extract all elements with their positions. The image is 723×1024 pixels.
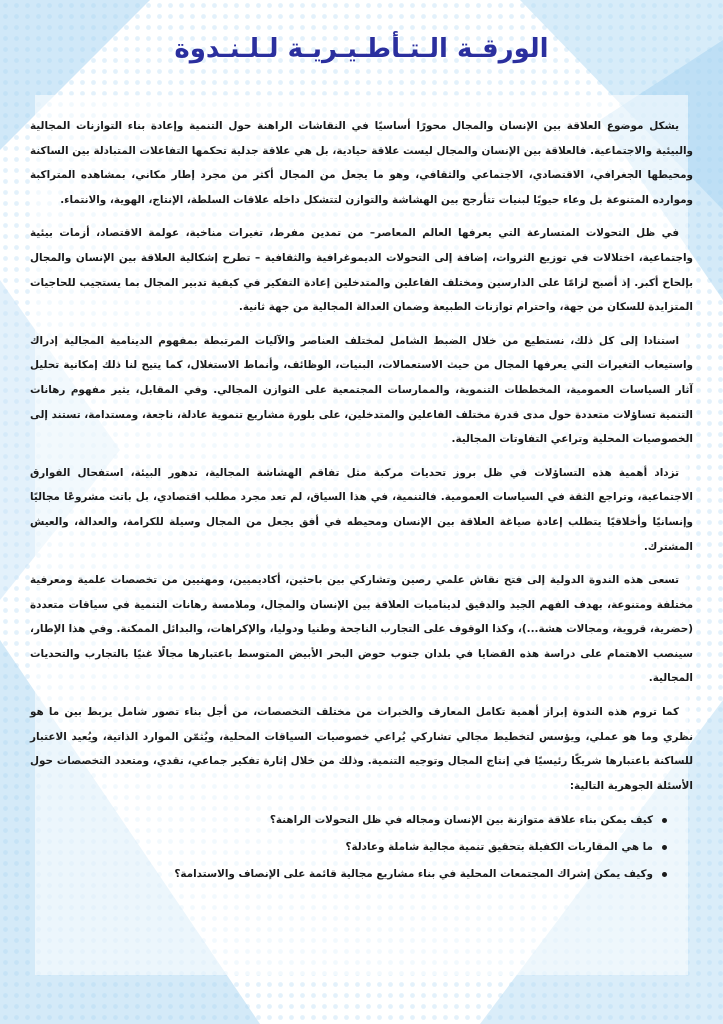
list-item bbox=[30, 861, 667, 888]
paragraph-3: استنادا إلى كل ذلك، نستطيع من خلال الضبط الشامل لمختلف العناصر والآليات المرتبطة بمفهوم الدينامية المجالية إدراك واستيعاب التغيرات التي يعرفها المجال من حيث الاستعمالات، البنيات، الوظائف، وأنماط الاستغلال، كما يتيح لنا ذلك إمكانية تحليل آثار السياسات العمومية، المخططات التنموية، والممارسات المجتمعية على التوازن المجالي. وفي المقابل، يثير مفهوم رهانات التنمية تساؤلات متعددة حول مدى قدرة مختلف الفاعلين والمتدخلين، على بلورة مشاريع تنموية عادلة، ناجعة، ومستدامة، تستند إلى الخصوصيات المحلية وتراعي التفاوتات المجالية. bbox=[30, 334, 693, 446]
document-body bbox=[30, 114, 693, 888]
list-item bbox=[30, 834, 667, 861]
paragraph-4: تزداد أهمية هذه التساؤلات في ظل بروز تحديات مركبة مثل تفاقم الهشاشة المجالية، تدهور البيئة، استفحال الفوارق الاجتماعية، وتراجع الثقة في السياسات العمومية. فالتنمية، في هذا السياق، لم تعد مجرد مطلب اقتصادي، بل باتت مشروعًا مجاليًا وإنسانيًا وأخلاقيًا يتطلب إعادة صياغة العلاقة بين الإنسان ومحيطه في أفق يجعل من المجال وسيلة للكرامة، والعدالة، والعيش المشترك. bbox=[30, 466, 693, 553]
questions-list bbox=[30, 807, 693, 888]
list-item bbox=[30, 807, 667, 834]
question-text: ما هي المقاربات الكفيلة بتحقيق تنمية مجالية شاملة وعادلة؟ bbox=[345, 841, 653, 854]
paragraph-1: يشكل موضوع العلاقة بين الإنسان والمجال محورًا أساسيًا في النقاشات الراهنة حول التنمية وإعادة بناء التوازنات المجالية والبيئية والاجتماعية. فالعلاقة بين الإنسان والمجال ليست علاقة حيادية، بل هي علاقة جدلية تحكمها التفاعلات المتبادلة بين الساكنة ومحيطها الجغرافي، الاقتصادي، الاجتماعي والثقافي، وهو ما يجعل من المجال أكثر من مجرد إطار مكاني، بمشاهده المتراكبة وموارده المتنوعة بل وعاء حيويًا لبنيات تتأرجح بين الهشاشة والتوازن لتتشكل داخله علاقات السلطة، الإنتاج، الهوية، والانتماء. bbox=[30, 120, 693, 206]
question-text: وكيف يمكن إشراك المجتمعات المحلية في بناء مشاريع مجالية قائمة على الإنصاف والاستدامة؟ bbox=[174, 868, 653, 881]
bullet-icon bbox=[662, 872, 667, 877]
paragraph-6: كما تروم هذه الندوة إبراز أهمية تكامل المعارف والخبرات من مختلف التخصصات، من أجل بناء تصور شامل يربط بين ما هو نظري وما هو عملي، ويؤسس لتخطيط مجالي تشاركي يُراعي خصوصيات السياقات المحلية، ويُثمّن الموارد الذاتية، ويُعيد الاعتبار للساكنة باعتبارها شريكًا رئيسيًا في إنتاج المجال وتوجيه التنمية. وذلك من خلال إثارة تفكير جماعي، نقدي، ومتعدد التخصصات حول الأسئلة الجوهرية التالية: bbox=[30, 706, 693, 792]
paragraph-5: تسعى هذه الندوة الدولية إلى فتح نقاش علمي رصين وتشاركي بين باحثين، أكاديميين، ومهنيين من تخصصات علمية ومعرفية مختلفة ومتنوعة، بهدف الفهم الجيد والدقيق لديناميات العلاقة بين الإنسان والمجال، وملامسة رهانات التنمية في سياقات متعددة (حضرية، قروية، ومجالات هشة...)، وكذا الوقوف على التجارب الناجحة وطنيا ودوليا، والإكراهات، والبدائل الممكنة. وفي هذا الإطار، سينصب الاهتمام على دراسة هذه القضايا في بلدان جنوب حوض البحر الأبيض المتوسط باعتبارها مجالًا غنيًا بالتجارب والتحديات المجالية. bbox=[30, 574, 693, 685]
question-text: كيف يمكن بناء علاقة متوازنة بين الإنسان ومجاله في ظل التحولات الراهنة؟ bbox=[269, 814, 653, 827]
bullet-icon bbox=[662, 845, 667, 850]
bullet-icon bbox=[662, 818, 667, 823]
page-title: الورقـة الـتـأطـيـريـة لـلـنـدوة bbox=[174, 34, 549, 64]
paragraph-2: في ظل التحولات المتسارعة التي يعرفها العالم المعاصر– من تمدين مفرط، تغيرات مناخية، عولمة الاقتصاد، أزمات بيئية واجتماعية، اختلالات في توزيع الثروات، إضافة إلى التحولات الديموغرافية والثقافية – تطرح إشكالية العلاقة بين الإنسان والمجال بإلحاح أكبر. إذ أصبح لزامًا على الدارسين ومختلف الفاعلين والمتدخلين إعادة التفكير في كيفية تدبير المجال بما يستجيب للحاجيات المتزايدة للسكان من جهة، واحترام توازنات الطبيعة وضمان العدالة المجالية من جهة ثانية. bbox=[30, 227, 693, 314]
